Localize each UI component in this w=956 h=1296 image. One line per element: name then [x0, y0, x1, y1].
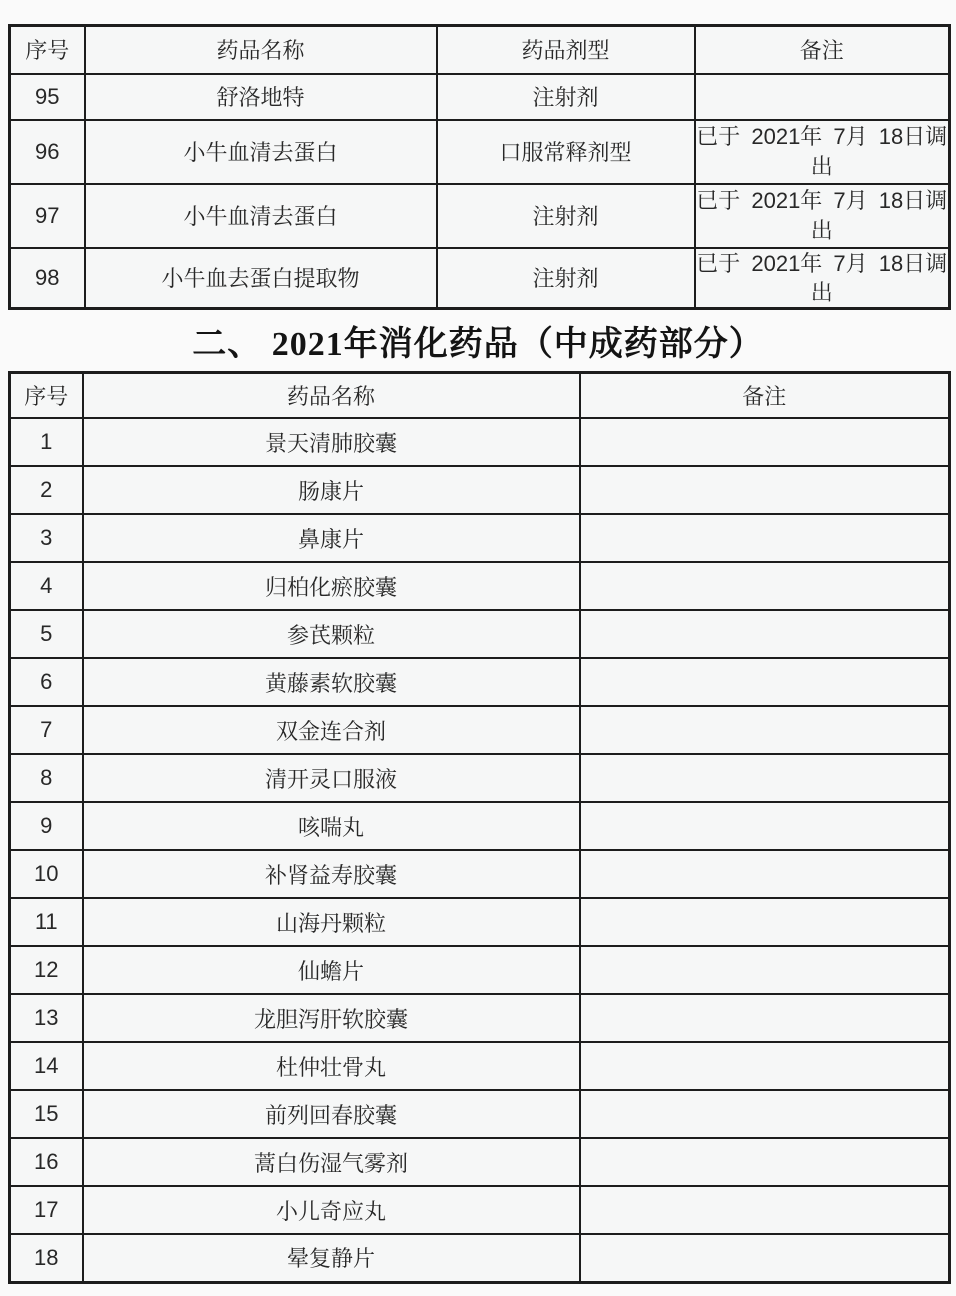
- table-row: [10, 74, 950, 120]
- cell-name: 参芪颗粒: [83, 610, 580, 658]
- cell-no: 13: [10, 994, 83, 1042]
- cell-name: 小牛血去蛋白提取物: [85, 248, 437, 309]
- cell-remark: 已于 2021年 7月 18日调出: [695, 184, 950, 248]
- table-row: [10, 754, 950, 802]
- cell-no: 18: [10, 1234, 83, 1282]
- table-row: [10, 802, 950, 850]
- cell-remark: [580, 1186, 950, 1234]
- table-row: [10, 658, 950, 706]
- cell-no: 96: [10, 120, 85, 184]
- cell-remark: [580, 706, 950, 754]
- column-header-name: 药品名称: [85, 26, 437, 74]
- section-heading: 二、 2021年消化药品（中成药部分）: [192, 325, 764, 363]
- cell-no: 2: [10, 466, 83, 514]
- cell-name: 蒿白伤湿气雾剂: [83, 1138, 580, 1186]
- cell-form: 注射剂: [437, 74, 695, 120]
- cell-name: 小儿奇应丸: [83, 1186, 580, 1234]
- cell-no: 4: [10, 562, 83, 610]
- cell-name: 杜仲壮骨丸: [83, 1042, 580, 1090]
- table-row: [10, 1090, 950, 1138]
- cell-form: 注射剂: [437, 184, 695, 248]
- column-header-form: 药品剂型: [437, 26, 695, 74]
- cell-remark: [580, 658, 950, 706]
- cell-no: 8: [10, 754, 83, 802]
- cell-name: 肠康片: [83, 466, 580, 514]
- table-row: [10, 946, 950, 994]
- table-row: [10, 610, 950, 658]
- table-row: [10, 1138, 950, 1186]
- table-row: [10, 850, 950, 898]
- table-row: [10, 1186, 950, 1234]
- cell-name: 小牛血清去蛋白: [85, 120, 437, 184]
- column-header-remark: 备注: [695, 26, 950, 74]
- cell-form: 注射剂: [437, 248, 695, 309]
- table-row: [10, 994, 950, 1042]
- cell-name: 双金连合剂: [83, 706, 580, 754]
- cell-remark: [580, 1138, 950, 1186]
- table-row: [10, 706, 950, 754]
- cell-remark: [580, 898, 950, 946]
- cell-no: 98: [10, 248, 85, 309]
- table-header-row: [10, 26, 950, 74]
- column-header-no: 序号: [10, 26, 85, 74]
- cell-no: 9: [10, 802, 83, 850]
- table-row: [10, 514, 950, 562]
- cell-remark: [580, 1090, 950, 1138]
- cell-no: 7: [10, 706, 83, 754]
- cell-name: 归柏化瘀胶囊: [83, 562, 580, 610]
- cell-no: 1: [10, 418, 83, 466]
- cell-remark: [580, 802, 950, 850]
- cell-name: 晕复静片: [83, 1234, 580, 1282]
- table-row: [10, 562, 950, 610]
- cell-remark: [580, 562, 950, 610]
- cell-no: 14: [10, 1042, 83, 1090]
- cell-no: 6: [10, 658, 83, 706]
- table-row: [10, 1042, 950, 1090]
- cell-remark: 已于 2021年 7月 18日调出: [695, 248, 950, 309]
- table-row: [10, 466, 950, 514]
- table-row: [10, 898, 950, 946]
- cell-no: 17: [10, 1186, 83, 1234]
- cell-remark: [580, 466, 950, 514]
- table-row: [10, 248, 950, 309]
- cell-name: 山海丹颗粒: [83, 898, 580, 946]
- column-header-name: 药品名称: [83, 372, 580, 418]
- cell-name: 鼻康片: [83, 514, 580, 562]
- column-header-no: 序号: [10, 372, 83, 418]
- cell-name: 清开灵口服液: [83, 754, 580, 802]
- cell-no: 95: [10, 74, 85, 120]
- cell-no: 5: [10, 610, 83, 658]
- table-header-row: [10, 372, 950, 418]
- cell-name: 龙胆泻肝软胶囊: [83, 994, 580, 1042]
- cell-remark: [580, 994, 950, 1042]
- table-row: [10, 418, 950, 466]
- cell-no: 12: [10, 946, 83, 994]
- cell-no: 97: [10, 184, 85, 248]
- cell-form: 口服常释剂型: [437, 120, 695, 184]
- cell-remark: [580, 850, 950, 898]
- cell-remark: [580, 418, 950, 466]
- table-row: [10, 184, 950, 248]
- cell-no: 11: [10, 898, 83, 946]
- table-row: [10, 1234, 950, 1282]
- cell-remark: [695, 74, 950, 120]
- drug-table-western: [8, 24, 951, 310]
- cell-name: 仙蟾片: [83, 946, 580, 994]
- cell-name: 舒洛地特: [85, 74, 437, 120]
- column-header-remark: 备注: [580, 372, 950, 418]
- cell-remark: 已于 2021年 7月 18日调出: [695, 120, 950, 184]
- cell-remark: [580, 610, 950, 658]
- cell-name: 小牛血清去蛋白: [85, 184, 437, 248]
- cell-name: 黄藤素软胶囊: [83, 658, 580, 706]
- cell-name: 景天清肺胶囊: [83, 418, 580, 466]
- table-row: [10, 120, 950, 184]
- cell-no: 15: [10, 1090, 83, 1138]
- cell-no: 16: [10, 1138, 83, 1186]
- cell-name: 咳喘丸: [83, 802, 580, 850]
- cell-remark: [580, 946, 950, 994]
- drug-table-tcm: [8, 371, 951, 1284]
- cell-remark: [580, 514, 950, 562]
- cell-remark: [580, 754, 950, 802]
- cell-name: 前列回春胶囊: [83, 1090, 580, 1138]
- cell-remark: [580, 1042, 950, 1090]
- cell-remark: [580, 1234, 950, 1282]
- cell-no: 3: [10, 514, 83, 562]
- cell-no: 10: [10, 850, 83, 898]
- cell-name: 补肾益寿胶囊: [83, 850, 580, 898]
